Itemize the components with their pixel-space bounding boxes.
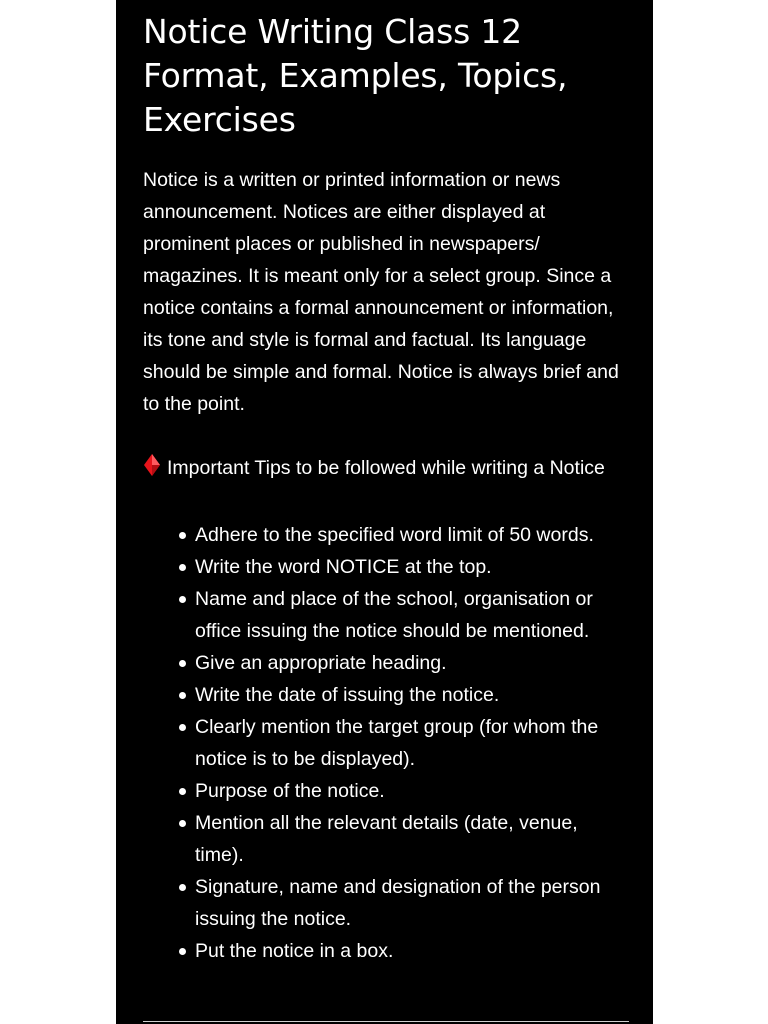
bullet-icon xyxy=(179,532,186,539)
list-item xyxy=(195,935,629,967)
tips-heading xyxy=(143,452,629,487)
list-item-text: Signature, name and designation of the person issuing the notice. xyxy=(195,876,601,930)
list-item-text: Give an appropriate heading. xyxy=(195,652,447,674)
bullet-icon xyxy=(179,564,186,571)
article-content xyxy=(143,10,629,967)
bullet-icon xyxy=(179,596,186,603)
bullet-icon xyxy=(179,788,186,795)
intro-paragraph: Notice is a written or printed information or news announcement. Notices are either displayed at prominent places or published in newspapers/ magazines. It is meant only for a select group. Since a notice contains a formal announcement or information, its tone and style is formal and factual. Its language should be simple and formal. Notice is always brief and to the point. xyxy=(143,169,619,415)
list-item xyxy=(195,551,629,583)
bullet-icon xyxy=(179,820,186,827)
list-item-text: Purpose of the notice. xyxy=(195,780,385,802)
list-item xyxy=(195,807,629,871)
list-item-text: Name and place of the school, organisation or office issuing the notice should be mentioned. xyxy=(195,588,593,642)
list-item-text: Mention all the relevant details (date, venue, time). xyxy=(195,812,578,866)
list-item-text: Adhere to the specified word limit of 50 words. xyxy=(195,524,594,546)
tips-heading-text: Important Tips to be followed while writing a Notice xyxy=(167,457,605,479)
red-diamond-icon xyxy=(143,453,161,487)
list-item-text: Clearly mention the target group (for whom the notice is to be displayed). xyxy=(195,716,599,770)
bullet-icon xyxy=(179,948,186,955)
list-item xyxy=(195,775,629,807)
tips-list xyxy=(143,519,629,967)
list-item xyxy=(195,519,629,551)
list-item xyxy=(195,583,629,647)
list-item-text: Write the word NOTICE at the top. xyxy=(195,556,492,578)
page-title: Notice Writing Class 12 Format, Examples, Topics, Exercises xyxy=(143,12,568,139)
bullet-icon xyxy=(179,692,186,699)
bullet-icon xyxy=(179,660,186,667)
article-panel xyxy=(116,0,653,1024)
bullet-icon xyxy=(179,884,186,891)
list-item xyxy=(195,679,629,711)
list-item xyxy=(195,871,629,935)
bullet-icon xyxy=(179,724,186,731)
bottom-divider xyxy=(143,1021,629,1022)
list-item xyxy=(195,647,629,679)
list-item-text: Write the date of issuing the notice. xyxy=(195,684,500,706)
list-item-text: Put the notice in a box. xyxy=(195,940,394,962)
list-item xyxy=(195,711,629,775)
